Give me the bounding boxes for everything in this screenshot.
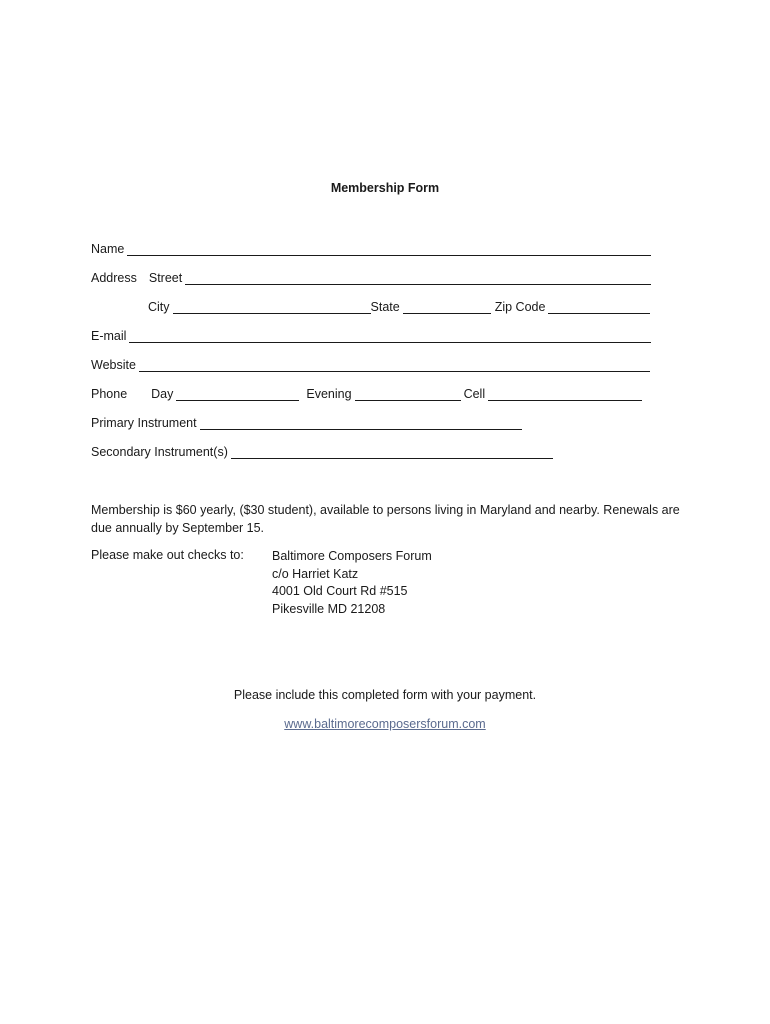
street-field[interactable]: [185, 271, 651, 285]
address-line-1: Baltimore Composers Forum: [272, 549, 432, 563]
name-field[interactable]: [127, 242, 651, 256]
city-label: City: [148, 300, 170, 314]
state-label: State: [370, 300, 400, 314]
city-field[interactable]: [173, 300, 371, 314]
secondary-instrument-label: Secondary Instrument(s): [91, 445, 228, 459]
city-row: [148, 296, 650, 314]
day-label: Day: [151, 387, 174, 401]
website-link-container: [0, 717, 770, 731]
name-label: Name: [91, 242, 125, 256]
street-row: [91, 267, 651, 285]
primary-instrument-field[interactable]: [200, 416, 522, 430]
name-row: [91, 238, 651, 256]
website-link[interactable]: www.baltimorecomposersforum.com: [284, 717, 486, 731]
email-row: [91, 325, 651, 343]
state-field[interactable]: [403, 300, 491, 314]
cell-phone-field[interactable]: [488, 387, 642, 401]
phone-row: [91, 383, 642, 401]
website-row: [91, 354, 650, 372]
evening-phone-field[interactable]: [355, 387, 461, 401]
email-label: E-mail: [91, 329, 127, 343]
day-phone-field[interactable]: [176, 387, 299, 401]
include-form-note: Please include this completed form with your payment.: [233, 688, 537, 702]
evening-label: Evening: [306, 387, 352, 401]
address-line-2: c/o Harriet Katz: [272, 566, 359, 581]
secondary-instrument-row: [91, 441, 553, 459]
membership-info: Membership is $60 yearly, ($30 student), available to persons living in Maryland and nearby. Renewals are due annually by September 15.: [91, 503, 680, 535]
cell-label: Cell: [463, 387, 486, 401]
mailing-address: [272, 548, 432, 618]
primary-instrument-row: [91, 412, 522, 430]
zip-code-field[interactable]: [548, 300, 650, 314]
phone-label: Phone: [91, 387, 128, 401]
website-label: Website: [91, 358, 136, 372]
secondary-instrument-field[interactable]: [231, 445, 553, 459]
primary-instrument-label: Primary Instrument: [91, 416, 197, 430]
address-label: Address: [91, 271, 137, 285]
form-title: Membership Form: [330, 181, 440, 195]
address-line-4: Pikesville MD 21208: [272, 601, 386, 616]
checks-payable-label: Please make out checks to:: [91, 548, 244, 562]
email-field[interactable]: [129, 329, 651, 343]
zip-code-label: Zip Code: [494, 300, 546, 314]
address-line-3: 4001 Old Court Rd #515: [272, 584, 408, 598]
street-label: Street: [148, 271, 183, 285]
website-field[interactable]: [139, 358, 650, 372]
